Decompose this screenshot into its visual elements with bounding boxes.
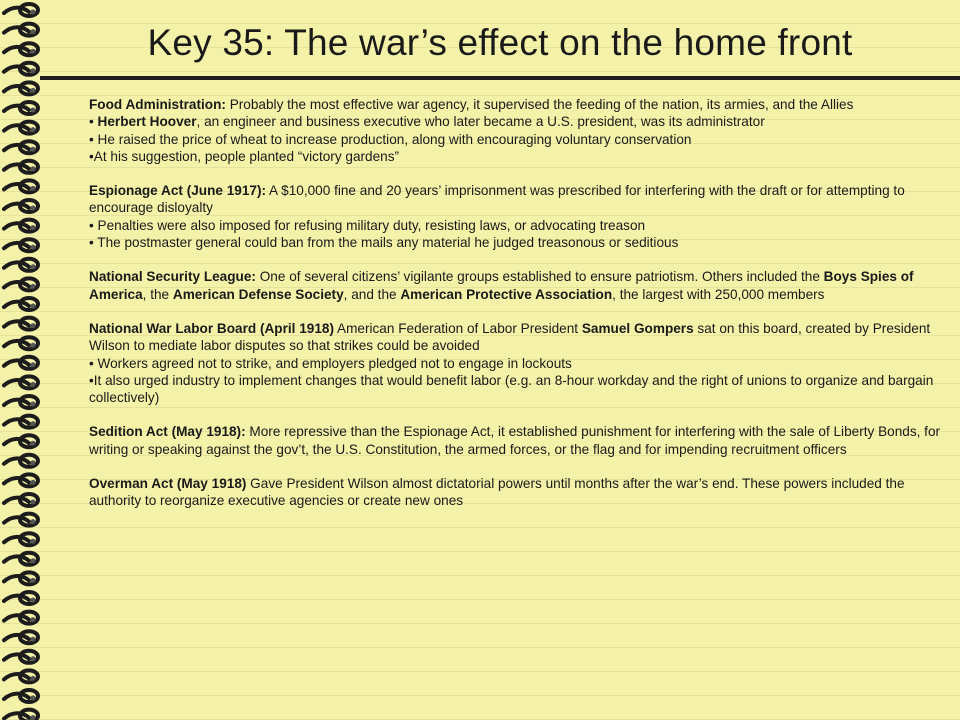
spiral-coil bbox=[4, 63, 38, 75]
spiral-coil bbox=[4, 24, 38, 36]
spiral-coil bbox=[4, 416, 38, 428]
spiral-coil bbox=[4, 690, 38, 702]
section-heading: National War Labor Board (April 1918) bbox=[89, 320, 334, 336]
spiral-coil bbox=[4, 651, 38, 663]
spiral-coil bbox=[4, 122, 38, 134]
spiral-coil bbox=[4, 161, 38, 173]
spiral-coil bbox=[4, 572, 38, 584]
spiral-coil bbox=[4, 180, 38, 192]
section-heading: Sedition Act (May 1918): bbox=[89, 424, 246, 440]
section-food-administration: Food Administration: Probably the most effective war agency, it supervised the feeding of the nation, its armies, and the Allies • Herbert Hoover, an engineer and business executive who later became a U.S. president, was its administrator • He raised the price of wheat to increase production, along with encouraging voluntary conservation •At his suggestion, people planted “victory gardens” bbox=[89, 96, 955, 165]
bullet-item: • Penalties were also imposed for refusing military duty, resisting laws, or advocating treason bbox=[89, 217, 646, 233]
spiral-coil bbox=[4, 631, 38, 643]
spiral-coil bbox=[4, 278, 38, 290]
spiral-coil bbox=[4, 435, 38, 447]
section-war-labor-board: National War Labor Board (April 1918) American Federation of Labor President Samuel Gompers sat on this board, created by President Wilson to mediate labor disputes so that strikes could be avoided • Workers agreed not to strike, and employers pledged not to engage in lockouts •It also urged industry to implement changes that would benefit labor (e.g. an 8-hour workday and the right of unions to organize and bargain collectively) bbox=[89, 320, 955, 406]
spiral-coil bbox=[4, 396, 38, 408]
spiral-coil bbox=[4, 710, 38, 720]
spiral-coil bbox=[4, 82, 38, 94]
section-heading: Espionage Act (June 1917): bbox=[89, 183, 267, 199]
title-underline bbox=[40, 76, 960, 80]
bullet-item: •It also urged industry to implement changes that would benefit labor (e.g. an 8-hour workday and the right of unions to organize and bargain collectively) bbox=[89, 372, 934, 406]
section-heading: Food Administration: bbox=[89, 97, 226, 112]
spiral-coil bbox=[4, 4, 38, 16]
spiral-coil bbox=[4, 239, 38, 251]
spiral-coil bbox=[4, 494, 38, 506]
spiral-coil bbox=[4, 43, 38, 55]
content-body bbox=[89, 96, 955, 527]
spiral-coil bbox=[4, 318, 38, 330]
page-title: Key 35: The war’s effect on the home front bbox=[147, 22, 853, 63]
section-national-security-league: National Security League: One of several citizens’ vigilante groups established to ensure patriotism. Others included the Boys Spies of America, the American Defense Society, and the American Protective Association, the largest with 250,000 members bbox=[89, 269, 914, 302]
spiral-coil bbox=[4, 259, 38, 271]
spiral-coil bbox=[4, 357, 38, 369]
bullet-item: • Herbert Hoover, an engineer and business executive who later became a U.S. president, was its administrator bbox=[89, 114, 765, 130]
spiral-coil bbox=[4, 102, 38, 114]
bullet-item: • Workers agreed not to strike, and employers pledged not to engage in lockouts bbox=[89, 355, 572, 371]
spiral-coil bbox=[4, 514, 38, 526]
section-overman-act: Overman Act (May 1918) Gave President Wilson almost dictatorial powers until months after the war’s end. These powers included the authority to reorganize executive agencies or create new ones bbox=[89, 476, 905, 509]
section-heading: National Security League: bbox=[89, 269, 256, 285]
spiral-coil bbox=[4, 455, 38, 467]
section-sedition-act: Sedition Act (May 1918): More repressive than the Espionage Act, it established punishment for interfering with the sale of Liberty Bonds, for writing or speaking against the gov’t, the U.S. Constitution, the armed forces, or the flag and for impending recruitment officers bbox=[89, 424, 941, 457]
spiral-coil bbox=[4, 298, 38, 310]
section-heading: Overman Act (May 1918) bbox=[89, 476, 247, 492]
spiral-coil bbox=[4, 474, 38, 486]
section-espionage-act: Espionage Act (June 1917): A $10,000 fine and 20 years’ imprisonment was prescribed for interfering with the draft or for attempting to encourage disloyalty • Penalties were also imposed for refusing military duty, resisting laws, or advocating treason • The postmaster general could ban from the mails any material he judged treasonous or seditious bbox=[89, 182, 955, 251]
spiral-coil bbox=[4, 612, 38, 624]
spiral-coil bbox=[4, 592, 38, 604]
bullet-item: •At his suggestion, people planted “victory gardens” bbox=[89, 148, 400, 164]
spiral-coil bbox=[4, 553, 38, 565]
spiral-binding-icon bbox=[0, 0, 50, 720]
bullet-item: • He raised the price of wheat to increase production, along with encouraging voluntary conservation bbox=[89, 131, 692, 147]
spiral-coil bbox=[4, 376, 38, 388]
spiral-coil bbox=[4, 220, 38, 232]
spiral-coil bbox=[4, 141, 38, 153]
spiral-coil bbox=[4, 533, 38, 545]
spiral-coil bbox=[4, 670, 38, 682]
bullet-item: • The postmaster general could ban from the mails any material he judged treasonous or seditious bbox=[89, 235, 679, 251]
spiral-coil bbox=[4, 337, 38, 349]
spiral-coil bbox=[4, 200, 38, 212]
